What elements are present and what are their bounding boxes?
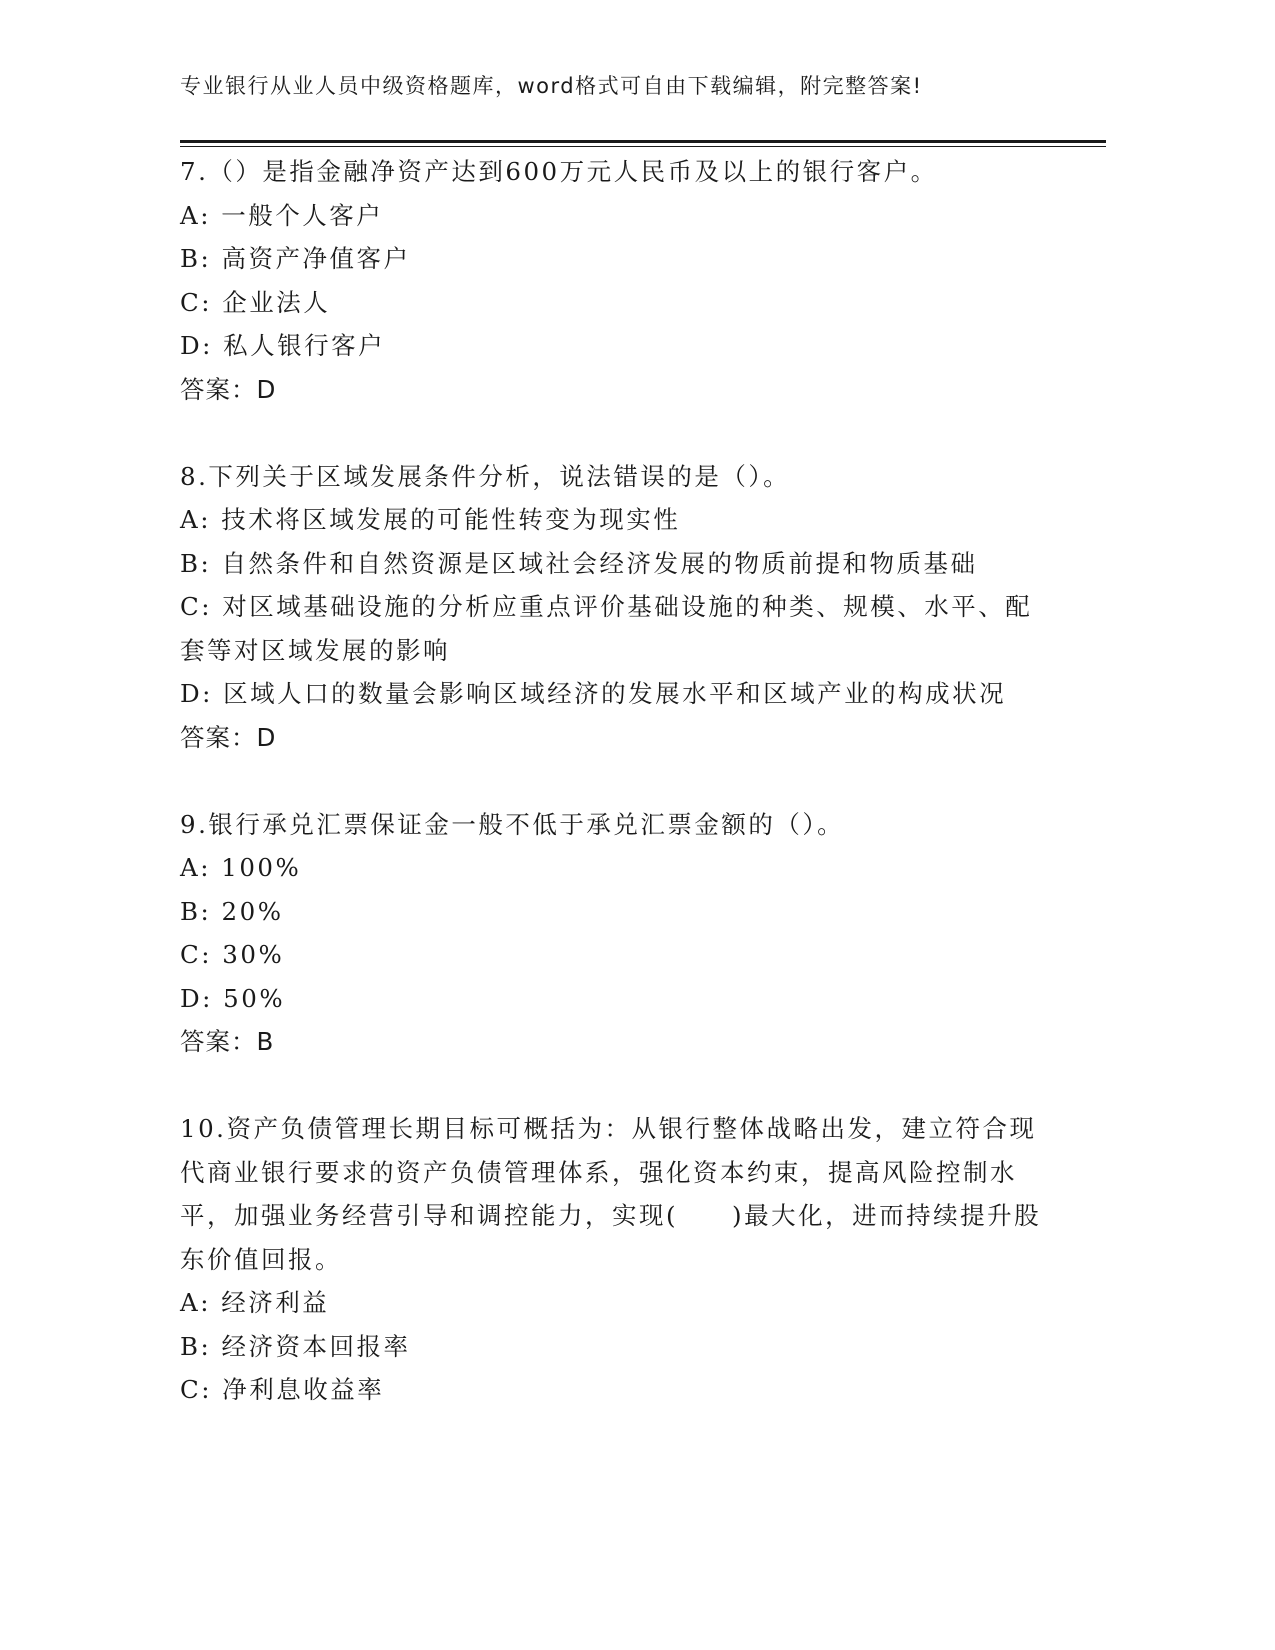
option-a: A: 100% [180,853,302,882]
option-c: C: 30% [180,940,285,969]
answer-line: 答案：B [180,1027,275,1056]
option-b: B: 经济资本回报率 [180,1331,411,1361]
question-list [180,150,1050,1455]
question-stem: 7.（）是指金融净资产达到600万元人民币及以上的银行客户。 [180,157,938,186]
option-c: C: 企业法人 [180,287,331,317]
option-a: A: 经济利益 [180,1288,330,1317]
option-d: D: 50% [180,983,286,1013]
question-10 [180,1107,1050,1412]
question-7 [180,150,1050,411]
page-header: 专业银行从业人员中级资格题库，word格式可自由下载编辑，附完整答案! [180,74,923,98]
header-rule-thin [180,146,1106,147]
option-c: C: 对区域基础设施的分析应重点评价基础设施的种类、规模、水平、配套等对区域发展的影响 [180,592,1033,665]
option-d: D: 私人银行客户 [180,331,386,360]
question-stem: 8.下列关于区域发展条件分析，说法错误的是（）。 [180,461,791,491]
option-d: D: 区域人口的数量会影响区域经济的发展水平和区域产业的构成状况 [180,679,1007,708]
question-stem: 9.银行承兑汇票保证金一般不低于承兑汇票金额的（）。 [180,809,845,839]
option-a: A: 技术将区域发展的可能性转变为现实性 [180,505,681,534]
question-8 [180,455,1050,760]
question-stem: 10.资产负债管理长期目标可概括为：从银行整体战略出发，建立符合现代商业银行要求的资产负债管理体系，强化资本约束，提高风险控制水平，加强业务经营引导和调控能力，实现( )最大化，进而持续提升股东价值回报。 [180,1114,1042,1274]
option-a: A: 一般个人客户 [180,200,384,230]
option-b: B: 自然条件和自然资源是区域社会经济发展的物质前提和物质基础 [180,548,978,578]
option-b: B: 20% [180,896,284,926]
answer-line: 答案：D [180,374,277,404]
option-b: B: 高资产净值客户 [180,244,411,273]
question-9 [180,803,1050,1064]
header-rule-thick [180,140,1106,143]
answer-line: 答案：D [180,722,277,752]
option-c: C: 净利息收益率 [180,1375,385,1404]
